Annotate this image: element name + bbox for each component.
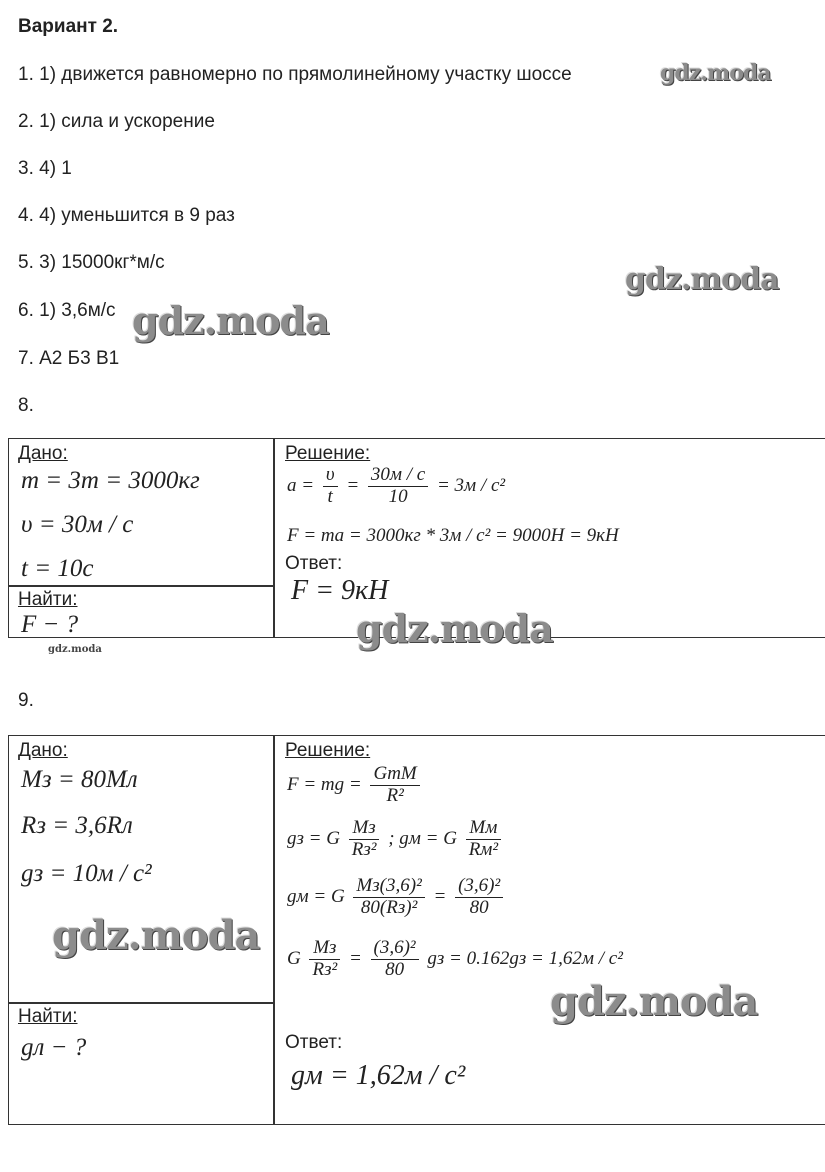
solution-label: Решение: — [285, 740, 371, 761]
watermark-logo: gdz.moda — [550, 978, 758, 1025]
given-label: Дано: — [18, 443, 68, 464]
find-label: Найти: — [18, 1006, 78, 1027]
given-earth-mass: Mз = 80Mл — [21, 766, 138, 793]
equation-acceleration: a = $\frac{\upsilon}{t}$ = $\frac{30м / с}{10}$ = 3м / с² — [287, 464, 506, 507]
answer-7: 7. А2 Б3 В1 — [18, 348, 120, 369]
equation-moon-g: gм = G $\frac{\text{Mз(3,6)²}}{\text{80(Rз)²}}$ = $\frac{\text{(3,6)²}}{80}$ — [287, 876, 507, 919]
given-label: Дано: — [18, 740, 68, 761]
answer-5: 5. 3) 15000кг*м/с — [18, 252, 165, 273]
watermark-logo: gdz.moda — [660, 60, 771, 86]
given-time: t = 10с — [21, 555, 94, 582]
watermark-logo: gdz.moda — [132, 298, 329, 343]
task-8-number: 8. — [18, 395, 34, 416]
given-earth-gravity: gз = 10м / с² — [21, 860, 152, 887]
given-mass: m = 3т = 3000кг — [21, 467, 200, 494]
answer-label: Ответ: — [285, 1032, 343, 1053]
equation-g-definitions: gз = G $\frac{Mз}{\text{Rз²}}$ ; gм = G $\frac{Mм}{\text{Rм²}}$ — [287, 818, 505, 861]
answer-3: 3. 4) 1 — [18, 158, 72, 179]
watermark-logo: gdz.moda — [48, 644, 102, 655]
solution-label: Решение: — [285, 443, 371, 464]
answer-moon-gravity: gм = 1,62м / с² — [291, 1060, 466, 1091]
answer-label: Ответ: — [285, 553, 343, 574]
given-earth-radius: Rз = 3,6Rл — [21, 812, 133, 839]
watermark-logo: gdz.moda — [52, 912, 260, 959]
task-9-number: 9. — [18, 690, 34, 711]
equation-result: G $\frac{Mз}{\text{Rз²}}$ = $\frac{\text{(3,6)²}}{80}$ gз = 0.162gз = 1,62м / с² — [287, 937, 623, 980]
find-force: F − ? — [21, 611, 79, 638]
answer-4: 4. 4) уменьшится в 9 раз — [18, 205, 235, 226]
page-title: Вариант 2. — [18, 16, 119, 37]
watermark-logo: gdz.moda — [356, 606, 553, 651]
answer-force: F = 9кН — [291, 575, 389, 606]
answer-2: 2. 1) сила и ускорение — [18, 111, 215, 132]
find-label: Найти: — [18, 589, 78, 610]
answer-6: 6. 1) 3,6м/с — [18, 300, 116, 321]
given-velocity: υ = 30м / с — [21, 511, 134, 538]
watermark-logo: gdz.moda — [625, 262, 779, 297]
answer-1: 1. 1) движется равномерно по прямолинейному участку шоссе — [18, 64, 572, 85]
equation-gravity-law: F = mg = $\frac{\text{GmM}}{\text{R²}}$ — [287, 764, 424, 807]
find-moon-gravity: gл − ? — [21, 1034, 87, 1061]
equation-force: F = ma = 3000кг * 3м / с² = 9000Н = 9кН — [287, 525, 619, 546]
